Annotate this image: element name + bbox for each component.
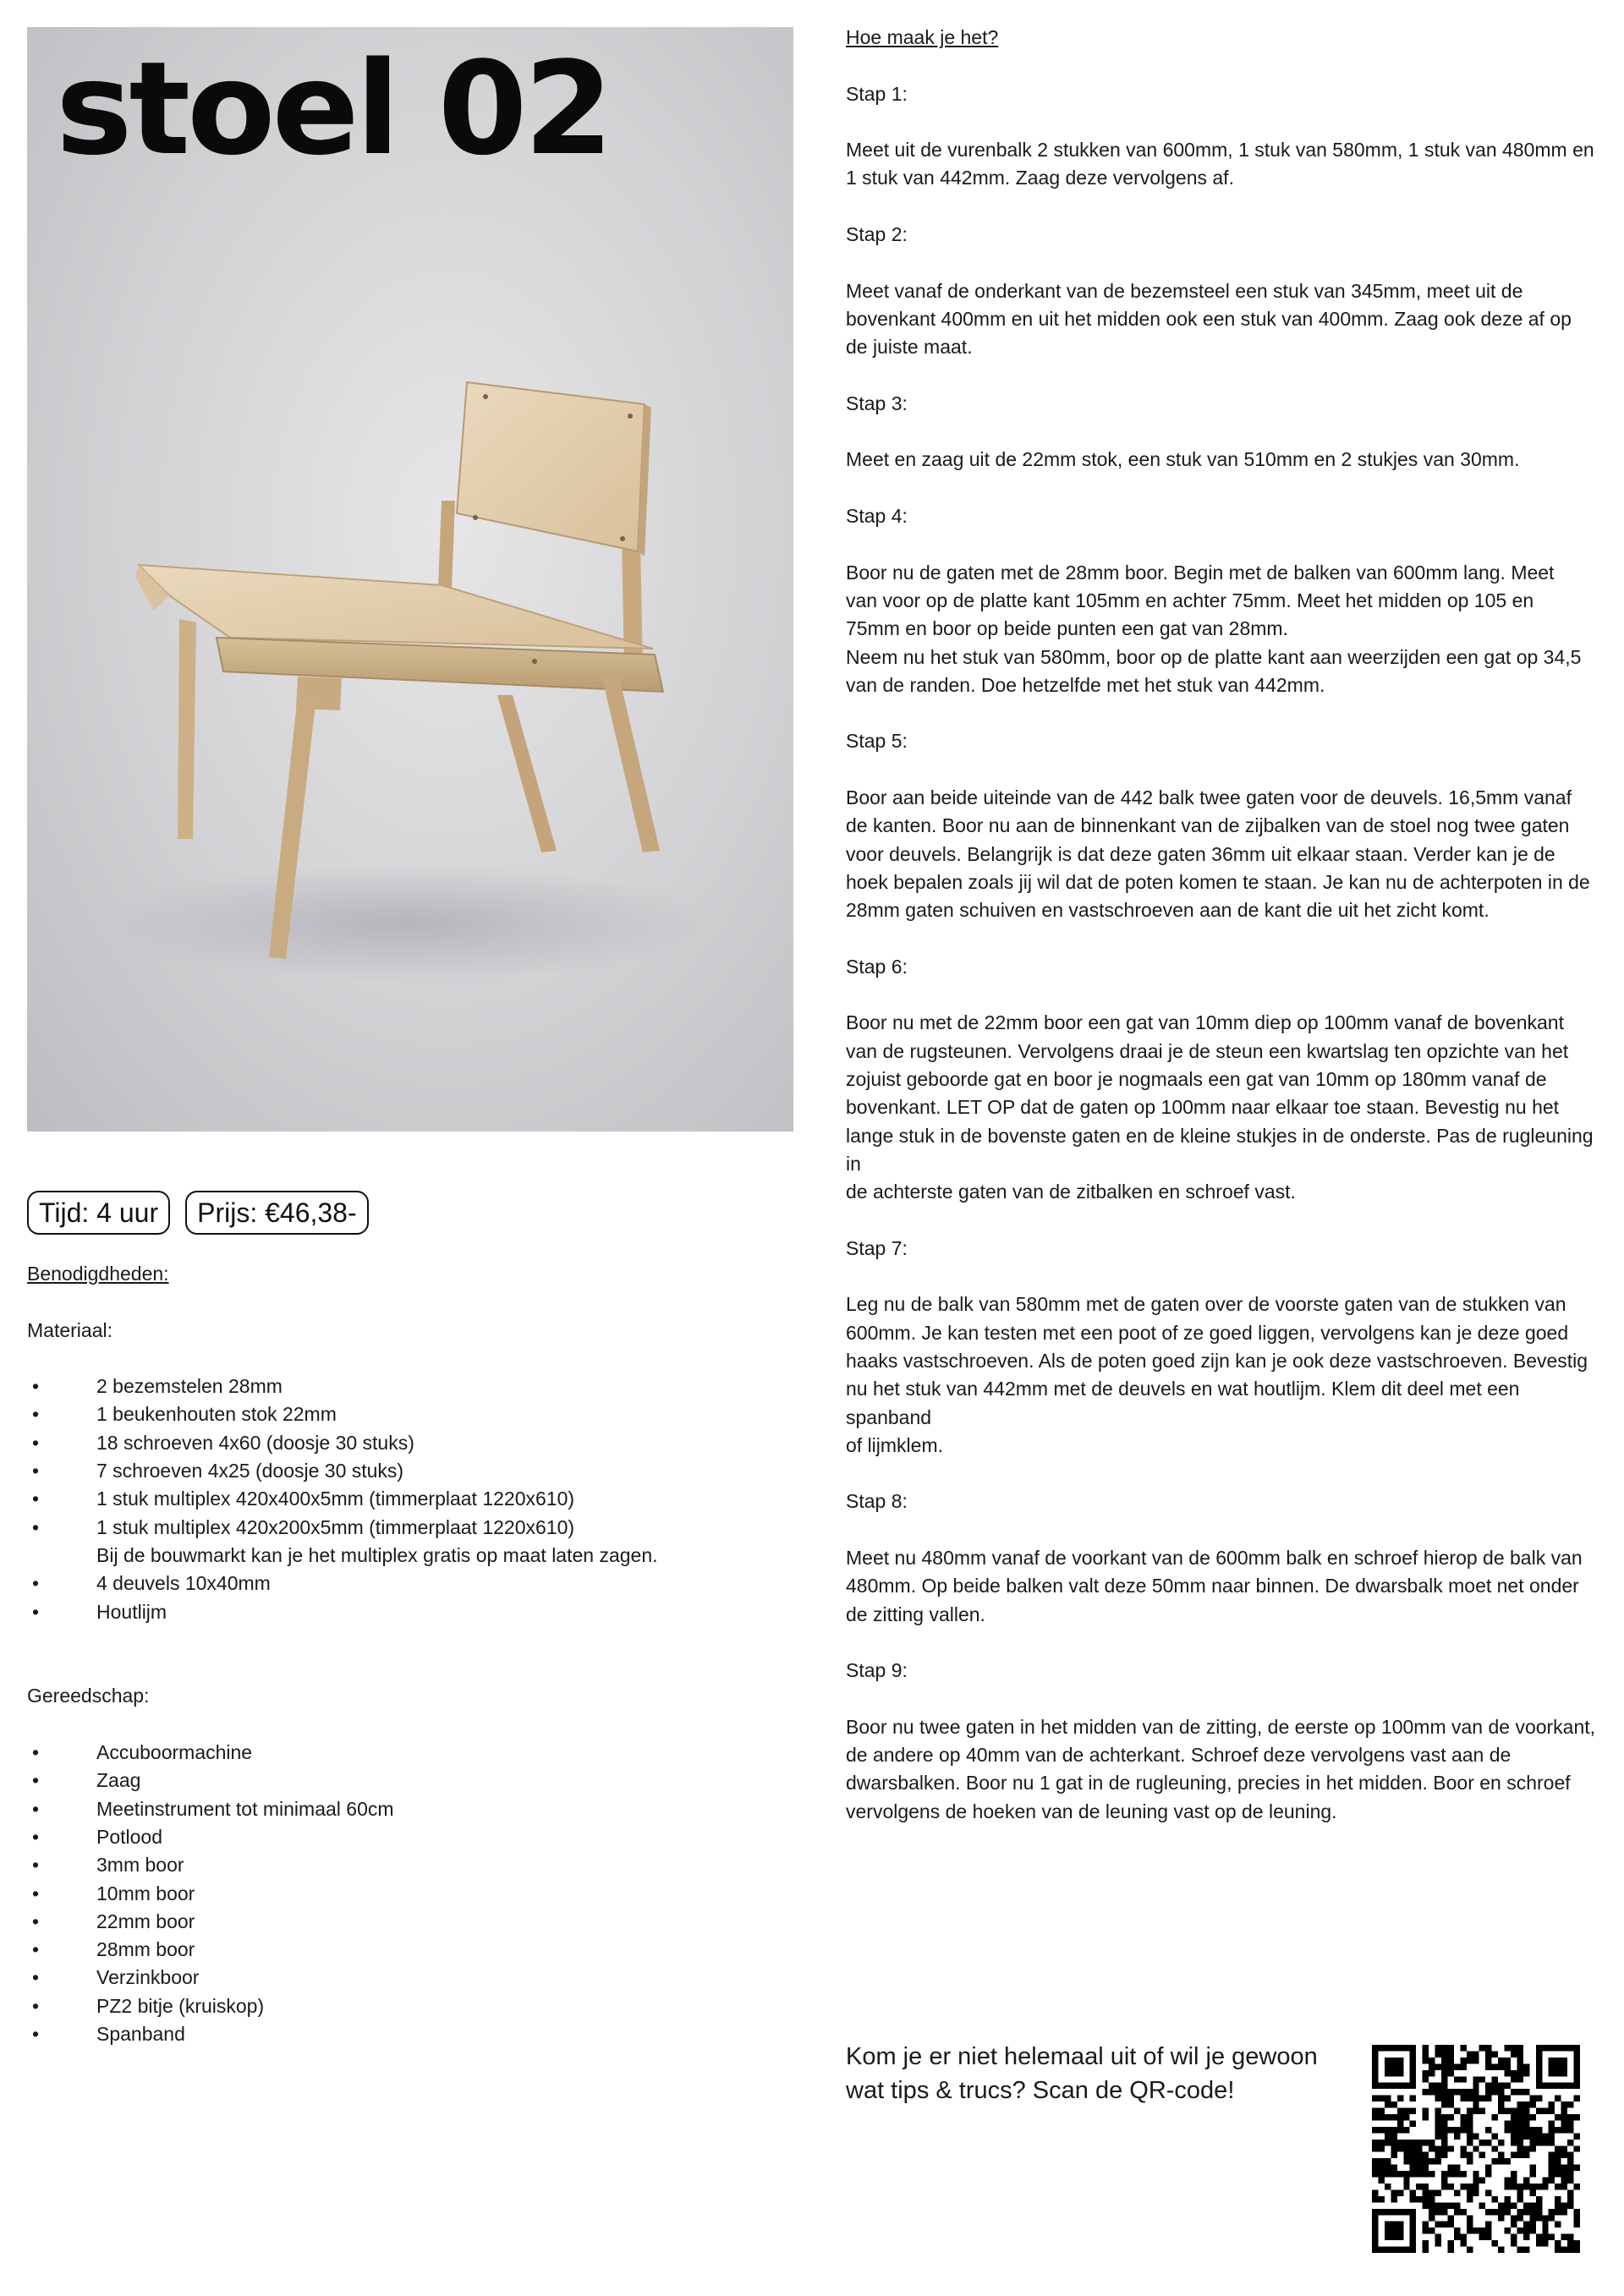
requirements-heading: Benodigdheden: (27, 1263, 169, 1285)
list-item: • 4 deuvels 10x40mm (27, 1570, 771, 1597)
step-text: Meet vanaf de onderkant van de bezemsteel een stuk van 345mm, meet uit de (846, 279, 1523, 302)
bullet-icon: • (32, 2023, 40, 2046)
list-item: • 22mm boor (27, 1908, 771, 1936)
list-item: • PZ2 bitje (kruiskop) (27, 1992, 771, 2020)
step-text: of lijmklem. (846, 1433, 944, 1456)
step-label: Stap 7: (846, 1236, 908, 1259)
step-label: Stap 8: (846, 1490, 908, 1513)
step-text: lange stuk in de bovenste gaten en de kleine stukjes in de onderste. Pas de rugleuning in (846, 1124, 1594, 1175)
list-item: • 10mm boor (27, 1880, 771, 1908)
step-text: Boor nu met de 22mm boor een gat van 10mm diep op 100mm vanaf de bovenkant (846, 1011, 1564, 1034)
step-text: Meet en zaag uit de 22mm stok, een stuk van 510mm en 2 stukjes van 30mm. (846, 448, 1520, 471)
step-text: Meet nu 480mm vanaf de voorkant van de 600mm balk en schroef hierop de balk van (846, 1547, 1583, 1570)
list-item: • Meetinstrument tot minimaal 60cm (27, 1795, 771, 1823)
requirements-section (27, 1260, 771, 2048)
step-label: Stap 1: (846, 82, 908, 105)
step-text: Boor nu de gaten met de 28mm boor. Begin met de balken van 600mm lang. Meet (846, 561, 1555, 584)
step-text: van de rugsteunen. Vervolgens draai je de steun een kwartslag ten opzichte van het (846, 1039, 1569, 1062)
step-text: haaks vastschroeven. Als de poten goed zijn kan je ook deze vastschroeven. Bevestig (846, 1349, 1588, 1372)
bullet-icon: • (32, 1769, 40, 1792)
step-text: de andere op 40mm van de achterkant. Schroef deze vervolgens vast aan de (846, 1744, 1512, 1767)
material-label: Materiaal: (27, 1318, 112, 1341)
step-text: 1 stuk van 442mm. Zaag deze vervolgens af. (846, 167, 1234, 189)
chair-illustration (27, 27, 793, 1132)
step-text: van voor op de platte kant 105mm en achter 75mm. Meet het midden op 105 en (846, 589, 1534, 611)
bullet-icon: • (32, 1515, 40, 1538)
bullet-icon: • (32, 1741, 40, 1764)
list-item: • Zaag (27, 1767, 771, 1795)
price-badge: Prijs: €46,38- (185, 1191, 369, 1235)
list-item: • 28mm boor (27, 1936, 771, 1964)
step-text: 600mm. Je kan testen met een poot of ze goed liggen, vervolgens kan je deze goed (846, 1321, 1569, 1344)
instructions-heading: Hoe maak je het? (846, 26, 999, 48)
material-list-continued (27, 1570, 771, 1626)
list-item: • Houtlijm (27, 1598, 771, 1626)
list-item: • 3mm boor (27, 1851, 771, 1879)
step-text: de kanten. Boor nu aan de binnenkant van de zijbalken van de stoel nog twee gaten (846, 814, 1570, 837)
list-item: • 1 stuk multiplex 420x200x5mm (timmerplaat 1220x610) (27, 1514, 771, 1542)
step-text: bovenkant. LET OP dat de gaten op 100mm naar elkaar toe staan. Bevestig nu het (846, 1096, 1560, 1119)
instructions-section (846, 24, 1607, 1826)
step-label: Stap 3: (846, 392, 908, 414)
list-item: • Spanband (27, 2020, 771, 2048)
list-item: • Potlood (27, 1823, 771, 1851)
page-title: stoel 02 (56, 34, 611, 184)
bullet-icon: • (32, 1403, 40, 1426)
tools-label: Gereedschap: (27, 1685, 150, 1707)
tools-list (27, 1739, 771, 2048)
cta-line: wat tips & trucs? Scan de QR-code! (846, 2077, 1235, 2104)
step-text: dwarsbalken. Boor nu 1 gat in de rugleuning, precies in het midden. Boor en schroef (846, 1772, 1571, 1795)
bullet-icon: • (32, 1825, 40, 1848)
bullet-icon: • (32, 1966, 40, 1989)
list-item: • 1 stuk multiplex 420x400x5mm (timmerplaat 1220x610) (27, 1485, 771, 1513)
step-text: Neem nu het stuk van 580mm, boor op de platte kant aan weerzijden een gat op 34,5 (846, 645, 1582, 668)
bullet-icon: • (32, 1938, 40, 1961)
step-label: Stap 2: (846, 223, 908, 246)
list-item: • 18 schroeven 4x60 (doosje 30 stuks) (27, 1429, 771, 1457)
qr-code-icon[interactable] (1372, 2045, 1580, 2253)
step-text: de achterste gaten van de zitbalken en schroef vast. (846, 1181, 1296, 1203)
step-text: van de randen. Doe hetzelfde met het stuk van 442mm. (846, 673, 1325, 696)
product-photo (27, 27, 793, 1132)
step-text: 480mm. Op beide balken valt deze 50mm naar binnen. De dwarsbalk moet net onder (846, 1575, 1579, 1597)
step-text: 75mm en boor op beide punten een gat van 28mm. (846, 617, 1288, 640)
bullet-icon: • (32, 1882, 40, 1904)
bullet-icon: • (32, 1375, 40, 1398)
info-badges (27, 1191, 369, 1235)
step-text: zojuist geboorde gat en boor je nogmaals een gat van 10mm op 180mm vanaf de (846, 1067, 1547, 1090)
bullet-icon: • (32, 1460, 40, 1482)
list-item: • 1 beukenhouten stok 22mm (27, 1400, 771, 1428)
step-text: Meet uit de vurenbalk 2 stukken van 600mm, 1 stuk van 580mm, 1 stuk van 480mm en (846, 139, 1594, 162)
material-note: Bij de bouwmarkt kan je het multiplex gratis op maat laten zagen. (96, 1543, 658, 1566)
bullet-icon: • (32, 1994, 40, 2017)
bullet-icon: • (32, 1572, 40, 1595)
step-label: Stap 4: (846, 505, 908, 528)
step-text: voor deuvels. Belangrijk is dat deze gaten 36mm uit elkaar staan. Verder kan je de (846, 842, 1555, 865)
step-label: Stap 9: (846, 1659, 908, 1682)
bullet-icon: • (32, 1600, 40, 1623)
step-label: Stap 5: (846, 730, 908, 753)
step-text: 28mm gaten schuiven en vastschroeven aan de kant die uit het zicht komt. (846, 899, 1490, 922)
list-item: • Verzinkboor (27, 1964, 771, 1992)
bullet-icon: • (32, 1910, 40, 1932)
step-text: Boor nu twee gaten in het midden van de zitting, de eerste op 100mm van de voorkant, (846, 1715, 1596, 1738)
bullet-icon: • (32, 1431, 40, 1454)
list-item: • 2 bezemstelen 28mm (27, 1373, 771, 1400)
step-text: hoek bepalen zoals jij wil dat de poten komen te staan. Je kan nu de achterpoten in de (846, 870, 1590, 893)
step-text: Boor aan beide uiteinde van de 442 balk twee gaten voor de deuvels. 16,5mm vanaf (846, 786, 1572, 809)
step-label: Stap 6: (846, 955, 908, 978)
step-text: de juiste maat. (846, 336, 973, 359)
step-text: bovenkant 400mm en uit het midden ook een stuk van 400mm. Zaag ook deze af op (846, 307, 1572, 330)
list-item: • Accuboormachine (27, 1739, 771, 1767)
qr-call-to-action (846, 2040, 1320, 2107)
bullet-icon: • (32, 1854, 40, 1877)
time-badge: Tijd: 4 uur (27, 1191, 170, 1235)
step-text: vervolgens de hoeken van de leuning vast op de leuning. (846, 1800, 1337, 1822)
list-item: • 7 schroeven 4x25 (doosje 30 stuks) (27, 1457, 771, 1485)
bullet-icon: • (32, 1488, 40, 1510)
cta-line: Kom je er niet helemaal uit of wil je gewoon (846, 2043, 1318, 2070)
bullet-icon: • (32, 1797, 40, 1820)
material-list (27, 1373, 771, 1542)
step-text: Leg nu de balk van 580mm met de gaten over de voorste gaten van de stukken van (846, 1293, 1566, 1316)
step-text: de zitting vallen. (846, 1603, 985, 1625)
step-text: nu het stuk van 442mm met de deuvels en wat houtlijm. Klem dit deel met een spanband (846, 1378, 1520, 1428)
